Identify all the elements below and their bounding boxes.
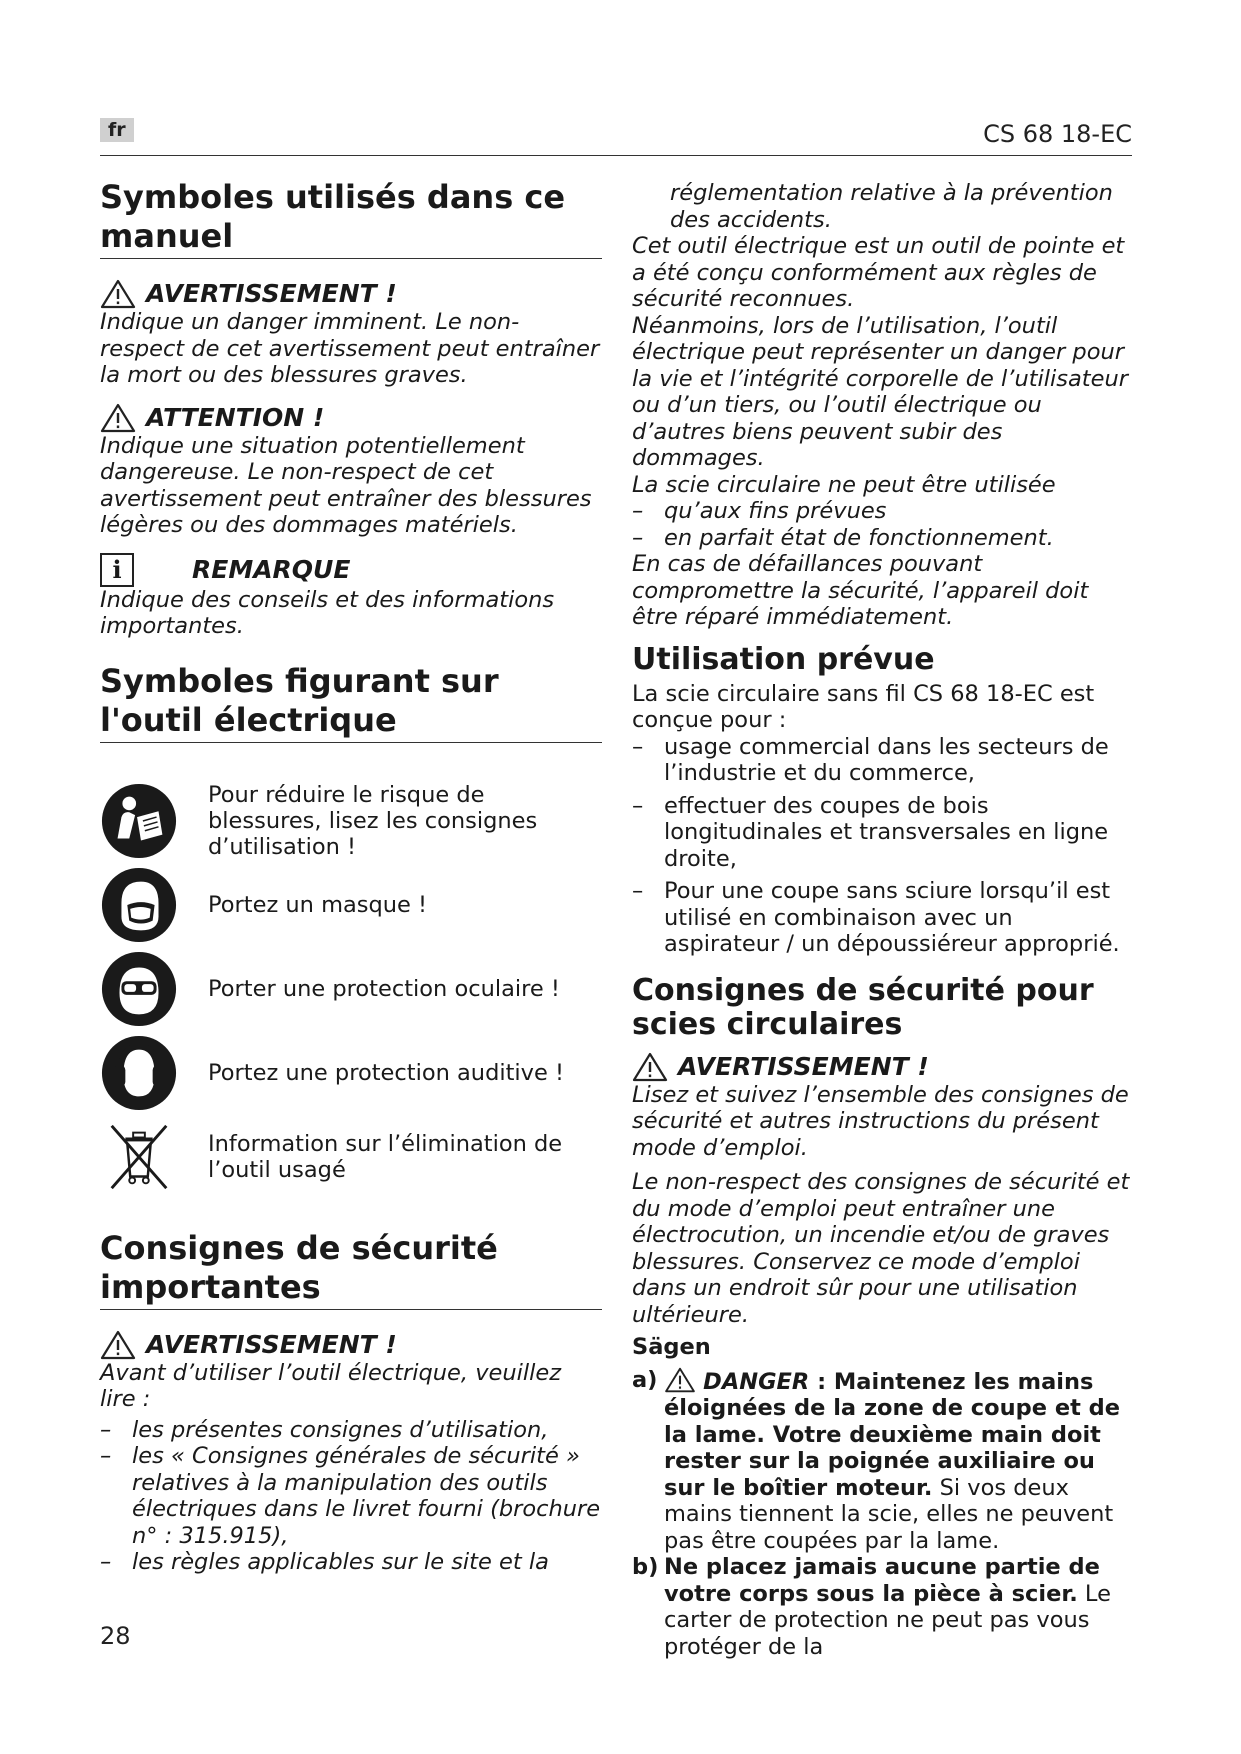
list-item: – usage commercial dans les secteurs de l’industrie et du commerce,: [632, 734, 1132, 787]
page-header: [100, 118, 1132, 156]
eye-protection-icon: [100, 950, 178, 1028]
warning-block: [100, 279, 602, 389]
list-item: – les « Consignes générales de sécurité » relatives à la manipulation des outils électriques dans le livret fourni (brochure n° : 315.915),: [100, 1443, 602, 1549]
info-icon: i: [100, 553, 134, 587]
list-item: – les règles applicables sur le site et la: [100, 1549, 602, 1576]
language-badge: fr: [100, 118, 134, 142]
page-number: 28: [100, 1622, 131, 1650]
item-text: Si vos deux mains tiennent la scie, elles ne peuvent pas être coupées par la lame.: [664, 1474, 1114, 1554]
item-label: a): [632, 1366, 658, 1393]
section-title-saw-safety: Consignes de sécurité pour scies circulaires: [632, 972, 1094, 1042]
danger-label: DANGER: [703, 1368, 810, 1395]
section-title-symbols-manual: Symboles utilisés dans ce manuel: [100, 178, 602, 259]
intended-use-intro: La scie circulaire sans fil CS 68 18-EC est conçue pour :: [632, 680, 1095, 733]
item-label: b): [632, 1554, 659, 1580]
symbol-text: Portez une protection auditive !: [208, 1059, 565, 1086]
item-bold-text: Ne placez jamais aucune partie de votre corps sous la pièce à scier.: [664, 1554, 1100, 1607]
list-item: – les présentes consignes d’utilisation,: [100, 1417, 602, 1444]
usage-condition-list: [632, 498, 1132, 551]
saw-warning-block: [632, 1052, 1132, 1329]
symbol-text: Porter une protection oculaire !: [208, 975, 560, 1002]
left-column: [100, 178, 602, 1590]
section-title-safety: Consignes de sécurité importantes: [100, 1229, 602, 1310]
warning-title: AVERTISSEMENT !: [146, 1329, 397, 1359]
reading-list: [100, 1417, 602, 1576]
warning-triangle-icon: [100, 1330, 136, 1360]
symbol-row: [100, 947, 602, 1031]
warning-text: Lisez et suivez l’ensemble des consignes de sécurité et autres instructions du présent mode d’emploi.: [632, 1081, 1129, 1161]
list-item: – Pour une coupe sans sciure lorsqu’il est utilisé en combinaison avec un aspirateur / un dépoussiéreur approprié.: [632, 878, 1132, 958]
symbol-text: Portez un masque !: [208, 891, 428, 918]
warning-title: AVERTISSEMENT !: [678, 1051, 929, 1081]
symbol-row: [100, 863, 602, 947]
list-item: – en parfait état de fonctionnement.: [632, 525, 1132, 552]
warning-triangle-icon: [632, 1052, 668, 1082]
item-text: Le carter de protection ne peut pas vous protéger de la: [664, 1580, 1111, 1660]
note-block: [100, 553, 602, 640]
note-title: REMARQUE: [192, 554, 351, 584]
item-bold-text: : Maintenez les mains éloignées de la zone de coupe et de la lame. Votre deuxième main doit rester sur la poignée auxiliaire ou sur le boîtier moteur.: [664, 1368, 1121, 1501]
warning-triangle-icon: [664, 1367, 696, 1393]
symbol-row: [100, 1031, 602, 1115]
attention-block: [100, 403, 602, 539]
warning-text: Le non-respect des consignes de sécurité et du mode d’emploi peut entraîner une électrocution, un incendie et/ou de graves blessures. Conservez ce mode d’emploi dans un endroit sûr pour une utilisation ultérieure.: [632, 1169, 1130, 1328]
warning-text: Avant d’utiliser l’outil électrique, veuillez lire :: [100, 1359, 562, 1412]
safety-warning-block: [100, 1330, 602, 1576]
safety-item-b: [632, 1554, 1132, 1660]
disposal-bin-icon: [100, 1118, 178, 1196]
paragraph: La scie circulaire ne peut être utilisée: [632, 471, 1056, 498]
warning-title: AVERTISSEMENT !: [146, 279, 397, 308]
intended-use-list: [632, 734, 1132, 958]
section-title-symbols-tool: Symboles figurant sur l'outil électrique: [100, 662, 602, 743]
symbol-text: Information sur l’élimination de l’outil usagé: [208, 1130, 563, 1183]
subsection-title-saegen: Sägen: [632, 1334, 711, 1360]
symbol-list: [100, 779, 602, 1199]
section-title-intended-use: Utilisation prévue: [632, 641, 935, 677]
list-item: – qu’aux fins prévues: [632, 498, 1132, 525]
safety-item-a: [632, 1367, 1132, 1555]
model-name: CS 68 18-EC: [983, 120, 1132, 148]
list-item: – effectuer des coupes de bois longitudinales et transversales en ligne droite,: [632, 793, 1132, 873]
attention-title: ATTENTION !: [146, 402, 325, 432]
paragraph: Cet outil électrique est un outil de pointe et a été conçu conformément aux règles de sécurité reconnues.: [632, 233, 1125, 312]
warning-triangle-icon: [100, 403, 136, 433]
attention-text: Indique une situation potentiellement dangereuse. Le non-respect de cet avertissement peut entraîner des blessures légères ou des dommages matériels.: [100, 432, 592, 538]
symbol-row: [100, 1115, 602, 1199]
continued-text: réglementation relative à la prévention des accidents.: [670, 180, 1113, 233]
right-column: [632, 180, 1132, 1660]
warning-text: Indique un danger imminent. Le non-respect de cet avertissement peut entraîner la mort ou des blessures graves.: [100, 309, 600, 388]
symbol-row: [100, 779, 602, 863]
paragraph: Néanmoins, lors de l’utilisation, l’outil électrique peut représenter un danger pour la vie et l’intégrité corporelle de l’utilisateur ou d’un tiers, ou l’outil électrique ou d’autres biens peuvent subir des dommages.: [632, 312, 1128, 471]
warning-triangle-icon: [100, 279, 136, 309]
symbol-text: Pour réduire le risque de blessures, lisez les consignes d’utilisation !: [208, 781, 538, 860]
note-text: Indique des conseils et des informations importantes.: [100, 586, 555, 639]
mask-icon: [100, 866, 178, 944]
read-manual-icon: [100, 782, 178, 860]
paragraph: En cas de défaillances pouvant compromettre la sécurité, l’appareil doit être réparé immédiatement.: [632, 551, 1089, 630]
ear-protection-icon: [100, 1034, 178, 1112]
